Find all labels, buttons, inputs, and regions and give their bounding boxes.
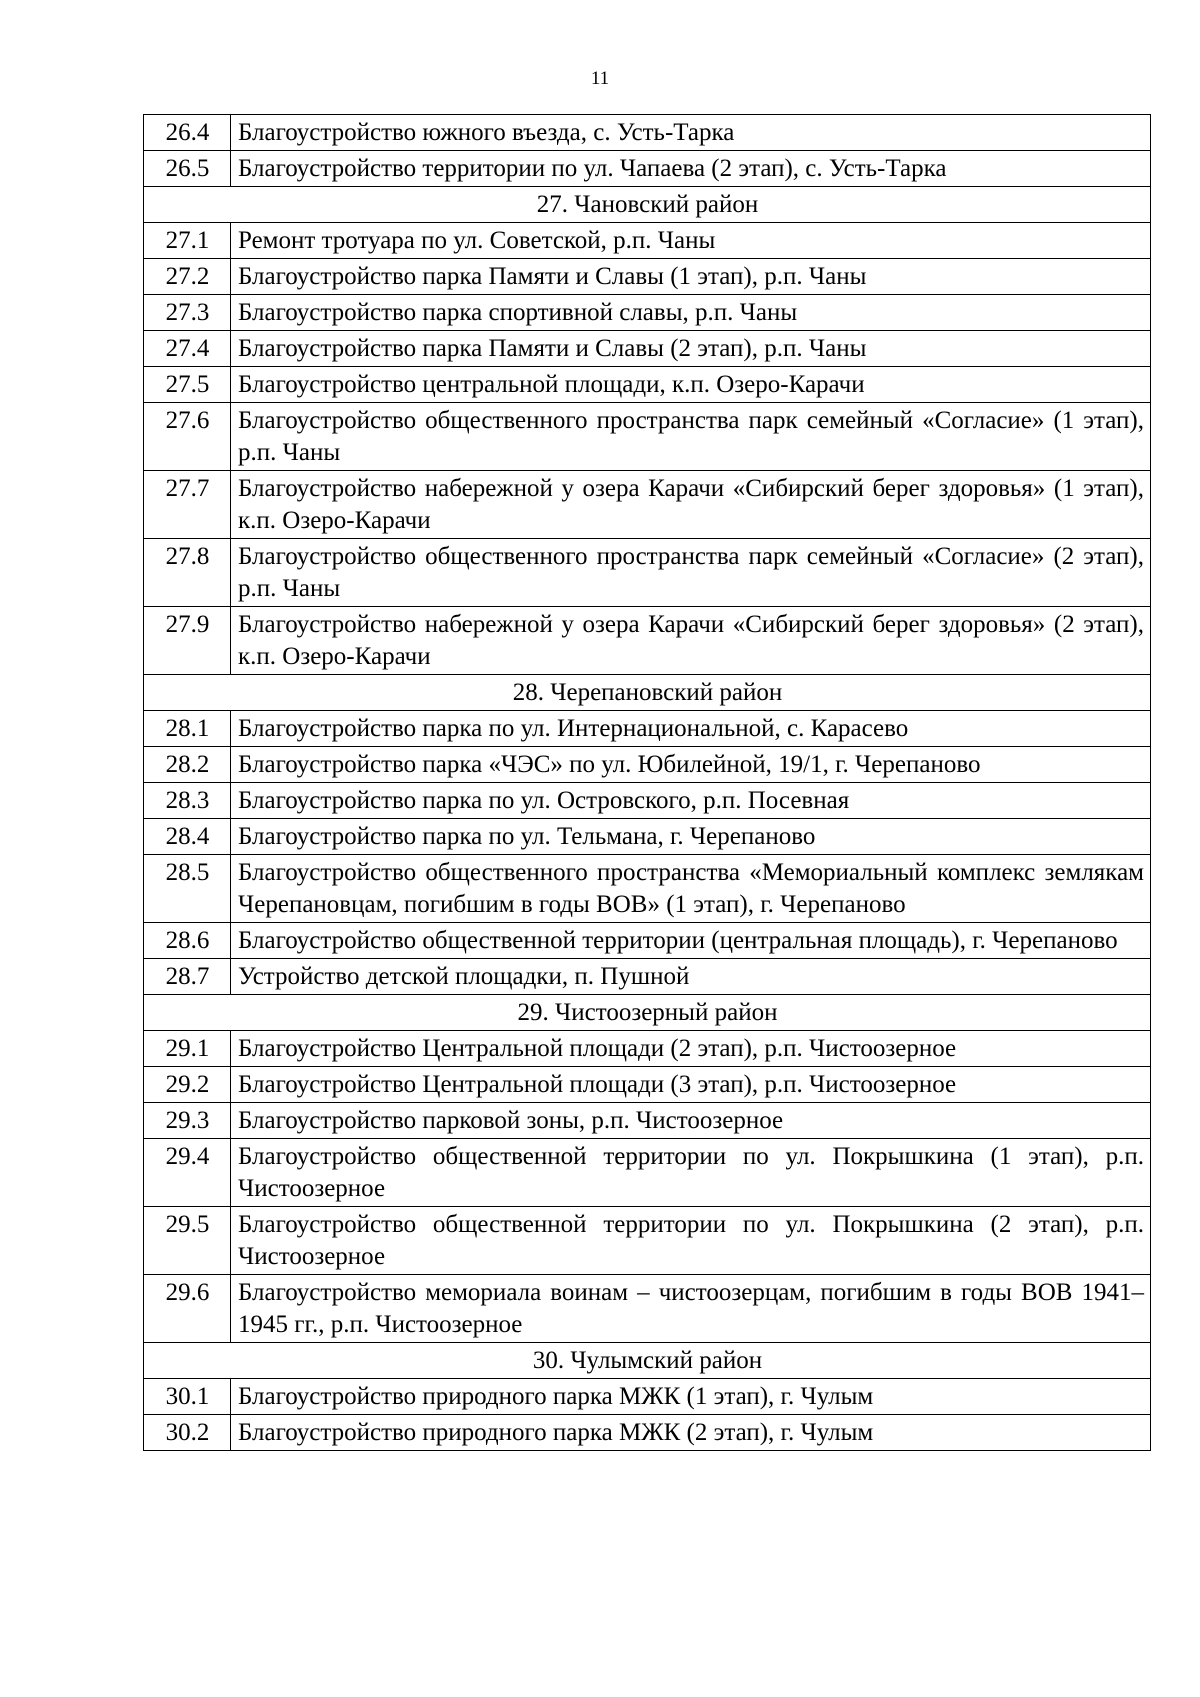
item-number: 29.2 [144, 1067, 231, 1103]
item-number: 27.1 [144, 223, 231, 259]
item-number: 29.1 [144, 1031, 231, 1067]
item-number: 26.4 [144, 115, 231, 151]
item-number: 30.2 [144, 1415, 231, 1451]
section-header-row [144, 187, 1151, 223]
item-number: 28.2 [144, 747, 231, 783]
item-number: 28.7 [144, 959, 231, 995]
table-row [144, 1415, 1151, 1451]
item-description: Благоустройство мемориала воинам – чистоозерцам, погибшим в годы ВОВ 1941–1945 гг., р.п. Чистоозерное [231, 1275, 1151, 1343]
item-number: 27.3 [144, 295, 231, 331]
item-description: Благоустройство общественной территории по ул. Покрышкина (2 этап), р.п. Чистоозерное [231, 1207, 1151, 1275]
item-description: Благоустройство парка по ул. Островского, р.п. Посевная [231, 783, 1151, 819]
section-header-row [144, 995, 1151, 1031]
item-description: Благоустройство общественного пространства парк семейный «Согласие» (2 этап), р.п. Чаны [231, 539, 1151, 607]
item-description: Благоустройство парка Памяти и Славы (2 этап), р.п. Чаны [231, 331, 1151, 367]
table-row [144, 331, 1151, 367]
section-title: 30. Чулымский район [144, 1343, 1151, 1379]
table-row [144, 1103, 1151, 1139]
item-number: 26.5 [144, 151, 231, 187]
item-description: Благоустройство природного парка МЖК (2 этап), г. Чулым [231, 1415, 1151, 1451]
item-description: Благоустройство центральной площади, к.п. Озеро-Карачи [231, 367, 1151, 403]
table-row [144, 607, 1151, 675]
page-number: 11 [590, 68, 610, 89]
item-number: 29.4 [144, 1139, 231, 1207]
item-description: Ремонт тротуара по ул. Советской, р.п. Чаны [231, 223, 1151, 259]
item-number: 28.6 [144, 923, 231, 959]
item-description: Благоустройство природного парка МЖК (1 этап), г. Чулым [231, 1379, 1151, 1415]
item-number: 29.5 [144, 1207, 231, 1275]
item-description: Благоустройство общественного пространства парк семейный «Согласие» (1 этап), р.п. Чаны [231, 403, 1151, 471]
table-row [144, 539, 1151, 607]
item-number: 27.6 [144, 403, 231, 471]
table-row [144, 923, 1151, 959]
section-header-row [144, 675, 1151, 711]
table-row [144, 1031, 1151, 1067]
table-row [144, 403, 1151, 471]
item-description: Благоустройство парка по ул. Интернациональной, с. Карасево [231, 711, 1151, 747]
item-description: Благоустройство набережной у озера Карачи «Сибирский берег здоровья» (2 этап), к.п. Озеро-Карачи [231, 607, 1151, 675]
projects-table [143, 114, 1151, 1451]
table-row [144, 855, 1151, 923]
table-row [144, 819, 1151, 855]
item-description: Благоустройство Центральной площади (3 этап), р.п. Чистоозерное [231, 1067, 1151, 1103]
table-row [144, 295, 1151, 331]
item-description: Благоустройство южного въезда, с. Усть-Тарка [231, 115, 1151, 151]
table-row [144, 367, 1151, 403]
section-title: 27. Чановский район [144, 187, 1151, 223]
item-description: Устройство детской площадки, п. Пушной [231, 959, 1151, 995]
table-row [144, 115, 1151, 151]
table-row [144, 223, 1151, 259]
item-description: Благоустройство набережной у озера Карачи «Сибирский берег здоровья» (1 этап), к.п. Озеро-Карачи [231, 471, 1151, 539]
item-number: 28.3 [144, 783, 231, 819]
section-title: 29. Чистоозерный район [144, 995, 1151, 1031]
item-description: Благоустройство парковой зоны, р.п. Чистоозерное [231, 1103, 1151, 1139]
item-number: 28.4 [144, 819, 231, 855]
table-row [144, 151, 1151, 187]
item-number: 27.4 [144, 331, 231, 367]
table-row [144, 471, 1151, 539]
table-row [144, 1275, 1151, 1343]
table-row [144, 747, 1151, 783]
table-row [144, 1207, 1151, 1275]
section-title: 28. Черепановский район [144, 675, 1151, 711]
table-row [144, 1139, 1151, 1207]
item-description: Благоустройство общественной территории (центральная площадь), г. Черепаново [231, 923, 1151, 959]
item-description: Благоустройство парка спортивной славы, р.п. Чаны [231, 295, 1151, 331]
section-header-row [144, 1343, 1151, 1379]
item-number: 27.8 [144, 539, 231, 607]
item-number: 29.3 [144, 1103, 231, 1139]
item-description: Благоустройство Центральной площади (2 этап), р.п. Чистоозерное [231, 1031, 1151, 1067]
item-number: 27.9 [144, 607, 231, 675]
item-description: Благоустройство территории по ул. Чапаева (2 этап), с. Усть-Тарка [231, 151, 1151, 187]
table-row [144, 1379, 1151, 1415]
table-row [144, 1067, 1151, 1103]
item-number: 27.5 [144, 367, 231, 403]
item-number: 29.6 [144, 1275, 231, 1343]
item-description: Благоустройство парка по ул. Тельмана, г. Черепаново [231, 819, 1151, 855]
table-row [144, 259, 1151, 295]
item-description: Благоустройство парка «ЧЭС» по ул. Юбилейной, 19/1, г. Черепаново [231, 747, 1151, 783]
item-number: 27.2 [144, 259, 231, 295]
table-row [144, 959, 1151, 995]
table-row [144, 783, 1151, 819]
item-description: Благоустройство парка Памяти и Славы (1 этап), р.п. Чаны [231, 259, 1151, 295]
item-number: 28.5 [144, 855, 231, 923]
table-row [144, 711, 1151, 747]
item-number: 28.1 [144, 711, 231, 747]
item-description: Благоустройство общественной территории по ул. Покрышкина (1 этап), р.п. Чистоозерное [231, 1139, 1151, 1207]
item-number: 27.7 [144, 471, 231, 539]
item-description: Благоустройство общественного пространства «Мемориальный комплекс землякам Черепановцам, погибшим в годы ВОВ» (1 этап), г. Черепаново [231, 855, 1151, 923]
projects-table-body [144, 115, 1151, 1451]
item-number: 30.1 [144, 1379, 231, 1415]
